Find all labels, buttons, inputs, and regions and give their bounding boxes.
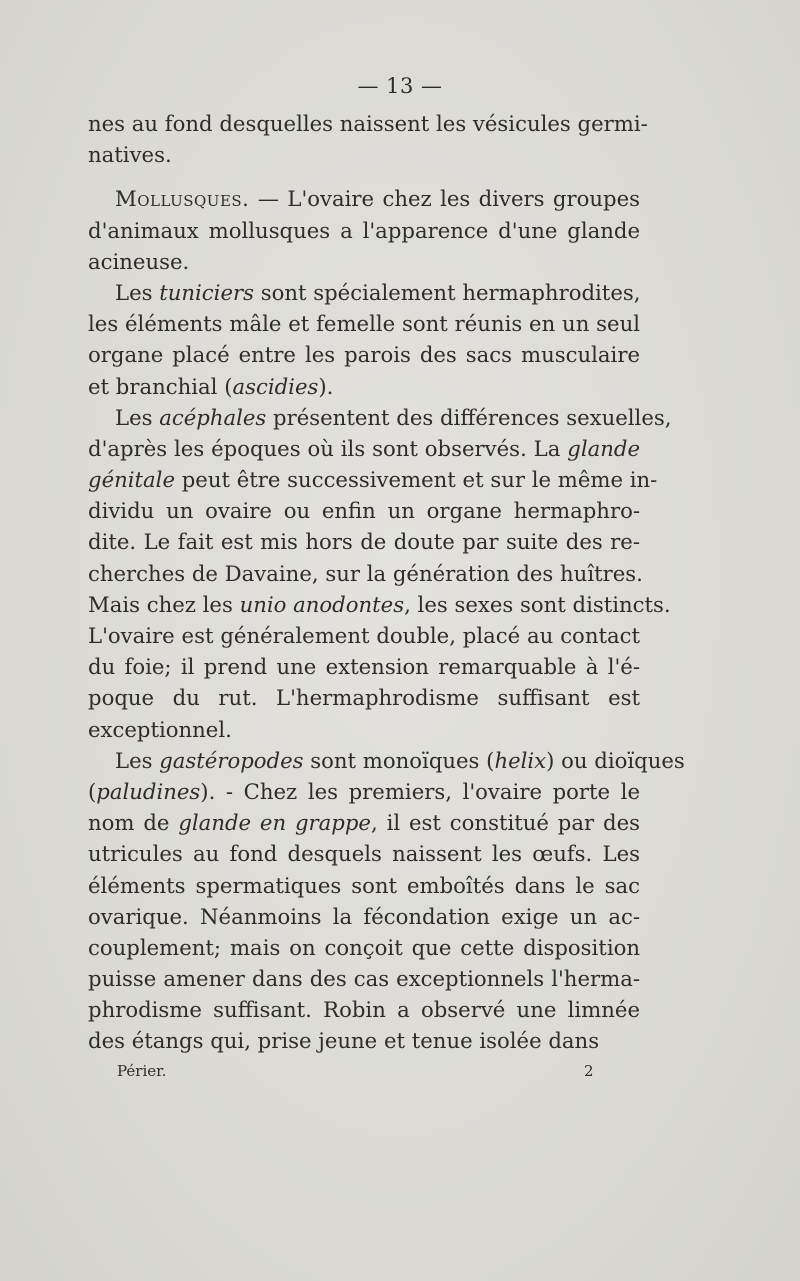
text-line — [88, 433, 640, 464]
text-run: Les — [115, 279, 160, 305]
text-line — [88, 651, 640, 682]
text-run: d'après les époques où ils sont observés. La — [88, 435, 568, 461]
text-run: poque du rut. L'hermaphrodisme suffisant est — [88, 685, 640, 711]
text-line — [88, 620, 640, 651]
paragraph — [88, 108, 648, 170]
text-run: utricules au fond desquels naissent les œufs. Les — [88, 841, 640, 867]
text-run: ovarique. Néanmoins la fécondation exige un ac- — [88, 903, 640, 929]
text-run: peut être successivement et sur le même in- — [175, 467, 658, 493]
text-line — [88, 371, 640, 402]
text-run: présentent des différences sexuelles, — [266, 404, 672, 430]
italic-term: génitale — [88, 467, 175, 493]
paragraph-gap — [88, 170, 640, 183]
text-run: natives. — [88, 142, 172, 168]
text-line — [88, 308, 640, 339]
text-run: phrodisme suffisant. Robin a observé une limnée — [88, 997, 640, 1023]
text-line — [88, 402, 672, 433]
italic-term: paludines — [96, 778, 201, 804]
text-run: exceptionnel. — [88, 716, 232, 742]
text-run: Les — [115, 747, 160, 773]
section-heading: Mollusques. — [115, 186, 250, 212]
text-run: sont monoïques ( — [303, 747, 495, 773]
signature-mark: 2 — [584, 1062, 594, 1080]
text-line — [88, 682, 640, 713]
text-run: , les sexes sont distincts. — [404, 591, 671, 617]
paragraph — [88, 183, 640, 277]
text-line — [88, 215, 640, 246]
text-run: et branchial ( — [88, 373, 233, 399]
italic-term: acéphales — [159, 404, 267, 430]
footer-author: Périer. — [117, 1062, 167, 1080]
italic-term: unio anodontes — [239, 591, 405, 617]
text-run: des étangs qui, prise jeune et tenue isolée dans — [88, 1028, 600, 1054]
text-run: dividu un ovaire ou enfin un organe hermaphro- — [88, 498, 640, 524]
text-line — [88, 183, 640, 214]
text-line — [88, 963, 640, 994]
text-line — [88, 139, 640, 170]
paragraph — [88, 745, 685, 1057]
italic-term: gastéropodes — [159, 747, 304, 773]
italic-term: ascidies — [232, 373, 319, 399]
text-run: les éléments mâle et femelle sont réunis en un seul — [88, 311, 640, 337]
text-line — [88, 464, 658, 495]
text-run: ( — [88, 778, 97, 804]
text-run: — L'ovaire chez les divers groupes — [249, 186, 640, 212]
paragraph — [88, 402, 672, 745]
text-line — [88, 994, 640, 1025]
text-line — [88, 870, 640, 901]
text-line — [88, 558, 643, 589]
text-run: nes au fond desquelles naissent les vésicules germi- — [88, 111, 648, 136]
text-run: du foie; il prend une extension remarquable à l'é- — [88, 654, 640, 680]
text-run: nom de — [88, 810, 179, 836]
text-run: puisse amener dans des cas exceptionnels l'herma- — [88, 966, 640, 992]
text-line — [88, 589, 671, 620]
text-run: sont spécialement hermaphrodites, — [253, 279, 641, 305]
body-text — [88, 108, 685, 1057]
text-run: L'ovaire est généralement double, placé au contact — [88, 623, 640, 648]
italic-term: tuniciers — [159, 279, 254, 305]
italic-term: helix — [494, 747, 547, 773]
text-run: cherches de Davaine, sur la génération des huîtres. — [88, 560, 643, 586]
text-line — [88, 246, 640, 277]
text-run: Mais chez les — [88, 591, 240, 617]
paragraph — [88, 277, 640, 402]
text-run: organe placé entre les parois des sacs musculaire — [88, 342, 640, 368]
text-line — [88, 108, 648, 139]
text-run: , il est constitué par des — [370, 810, 640, 836]
text-line — [88, 901, 640, 932]
text-run: d'animaux mollusques a l'apparence d'une glande — [88, 217, 640, 243]
text-run: couplement; mais on conçoit que cette disposition — [88, 934, 640, 960]
text-line — [88, 526, 640, 557]
page-number: — 13 — — [357, 74, 443, 98]
italic-term: glande en grappe — [178, 810, 371, 836]
text-line — [88, 745, 685, 776]
italic-term: glande — [567, 435, 640, 461]
text-line — [88, 776, 640, 807]
text-run: ) ou dioïques — [546, 747, 685, 773]
text-run: acineuse. — [88, 248, 190, 274]
text-run: ). - Chez les premiers, l'ovaire porte le — [200, 778, 640, 804]
text-run: Les — [115, 404, 160, 430]
text-line — [88, 932, 640, 963]
text-line — [88, 1025, 640, 1056]
text-run: dite. Le fait est mis hors de doute par suite des re- — [88, 529, 640, 555]
text-line — [88, 838, 640, 869]
text-line — [88, 714, 640, 745]
text-run: ). — [318, 373, 334, 399]
text-line — [88, 339, 640, 370]
text-line — [88, 277, 640, 308]
text-line — [88, 495, 640, 526]
text-line — [88, 807, 640, 838]
text-run: éléments spermatiques sont emboîtés dans le sac — [88, 872, 640, 898]
